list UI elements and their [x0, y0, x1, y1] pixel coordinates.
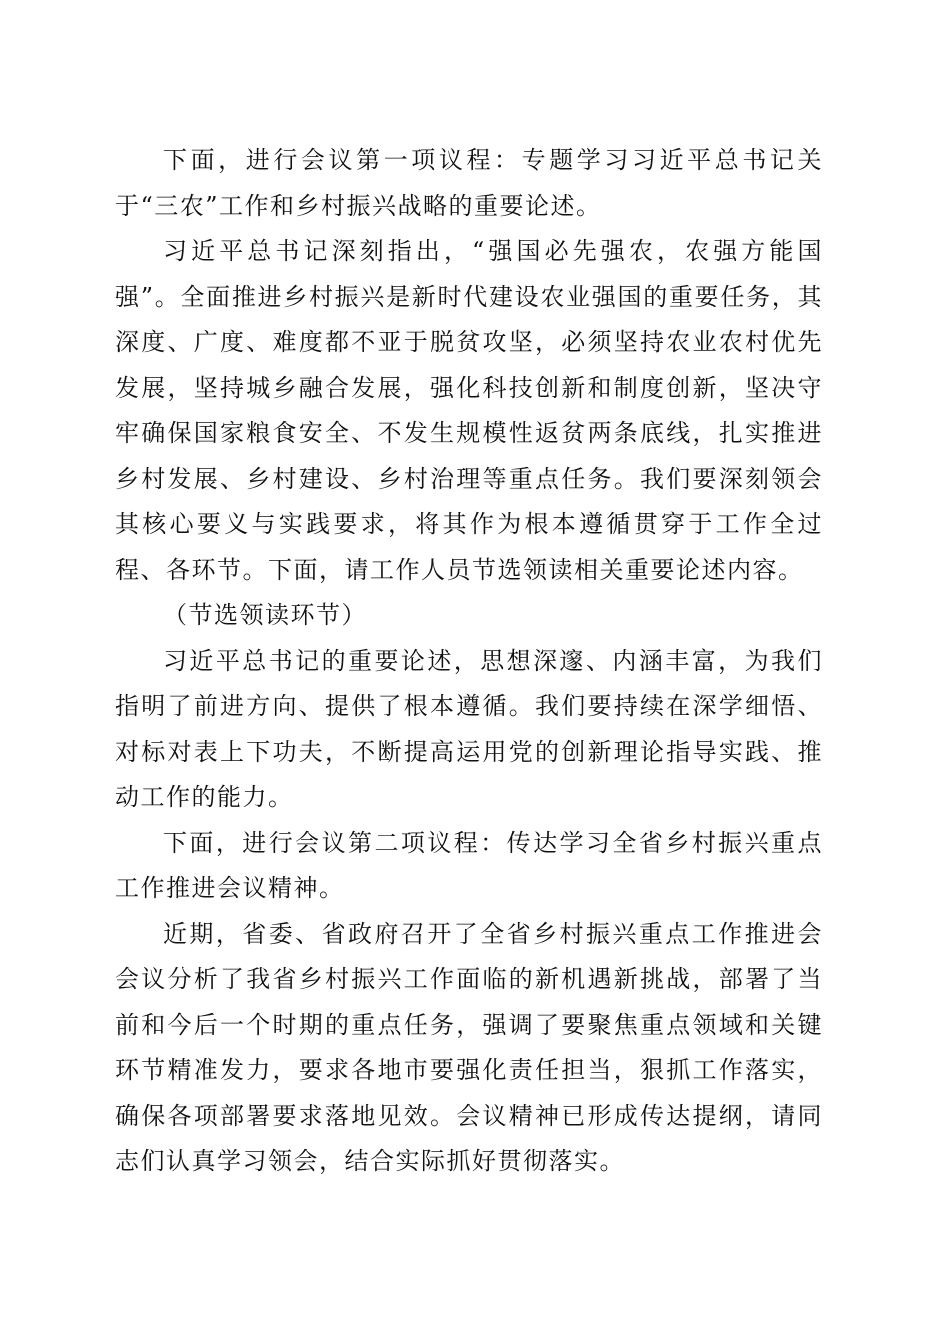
- document-body: [115, 138, 823, 1185]
- paragraph-agenda-item-two: 下面，进行会议第二项议程：传达学习全省乡村振兴重点工作推进会议精神。: [115, 828, 823, 902]
- paragraph-xi-remarks: 习近平总书记深刻指出，“强国必先强农，农强方能国强”。全面推进乡村振兴是新时代建设农业强国的重要任务，其深度、广度、难度都不亚于脱贫攻坚，必须坚持农业农村优先发展，坚持城乡融合发展，强化科技创新和制度创新，坚决守牢确保国家粮食安全、不发生规模性返贫两条底线，扎实推进乡村发展、乡村建设、乡村治理等重点任务。我们要深刻领会其核心要义与实践要求，将其作为根本遵循贯穿于工作全过程、各环节。下面，请工作人员节选领读相关重要论述内容。: [115, 237, 823, 584]
- paragraph-important-discourse: 习近平总书记的重要论述，思想深邃、内涵丰富，为我们指明了前进方向、提供了根本遵循。我们要持续在深学细悟、对标对表上下功夫，不断提高运用党的创新理论指导实践、推动工作的能力。: [115, 646, 823, 811]
- paragraph-provincial-meeting: 近期，省委、省政府召开了全省乡村振兴重点工作推进会会议分析了我省乡村振兴工作面临的新机遇新挑战，部署了当前和今后一个时期的重点任务，强调了要聚焦重点领域和关键环节精准发力，要求各地市要强化责任担当，狠抓工作落实，确保各项部署要求落地见效。会议精神已形成传达提纲，请同志们认真学习领会，结合实际抓好贯彻落实。: [115, 919, 823, 1175]
- paragraph-reading-session-note: （节选领读环节）: [163, 601, 367, 629]
- paragraph-agenda-item-one: 下面，进行会议第一项议程：专题学习习近平总书记关于“三农”工作和乡村振兴战略的重要论述。: [115, 146, 823, 220]
